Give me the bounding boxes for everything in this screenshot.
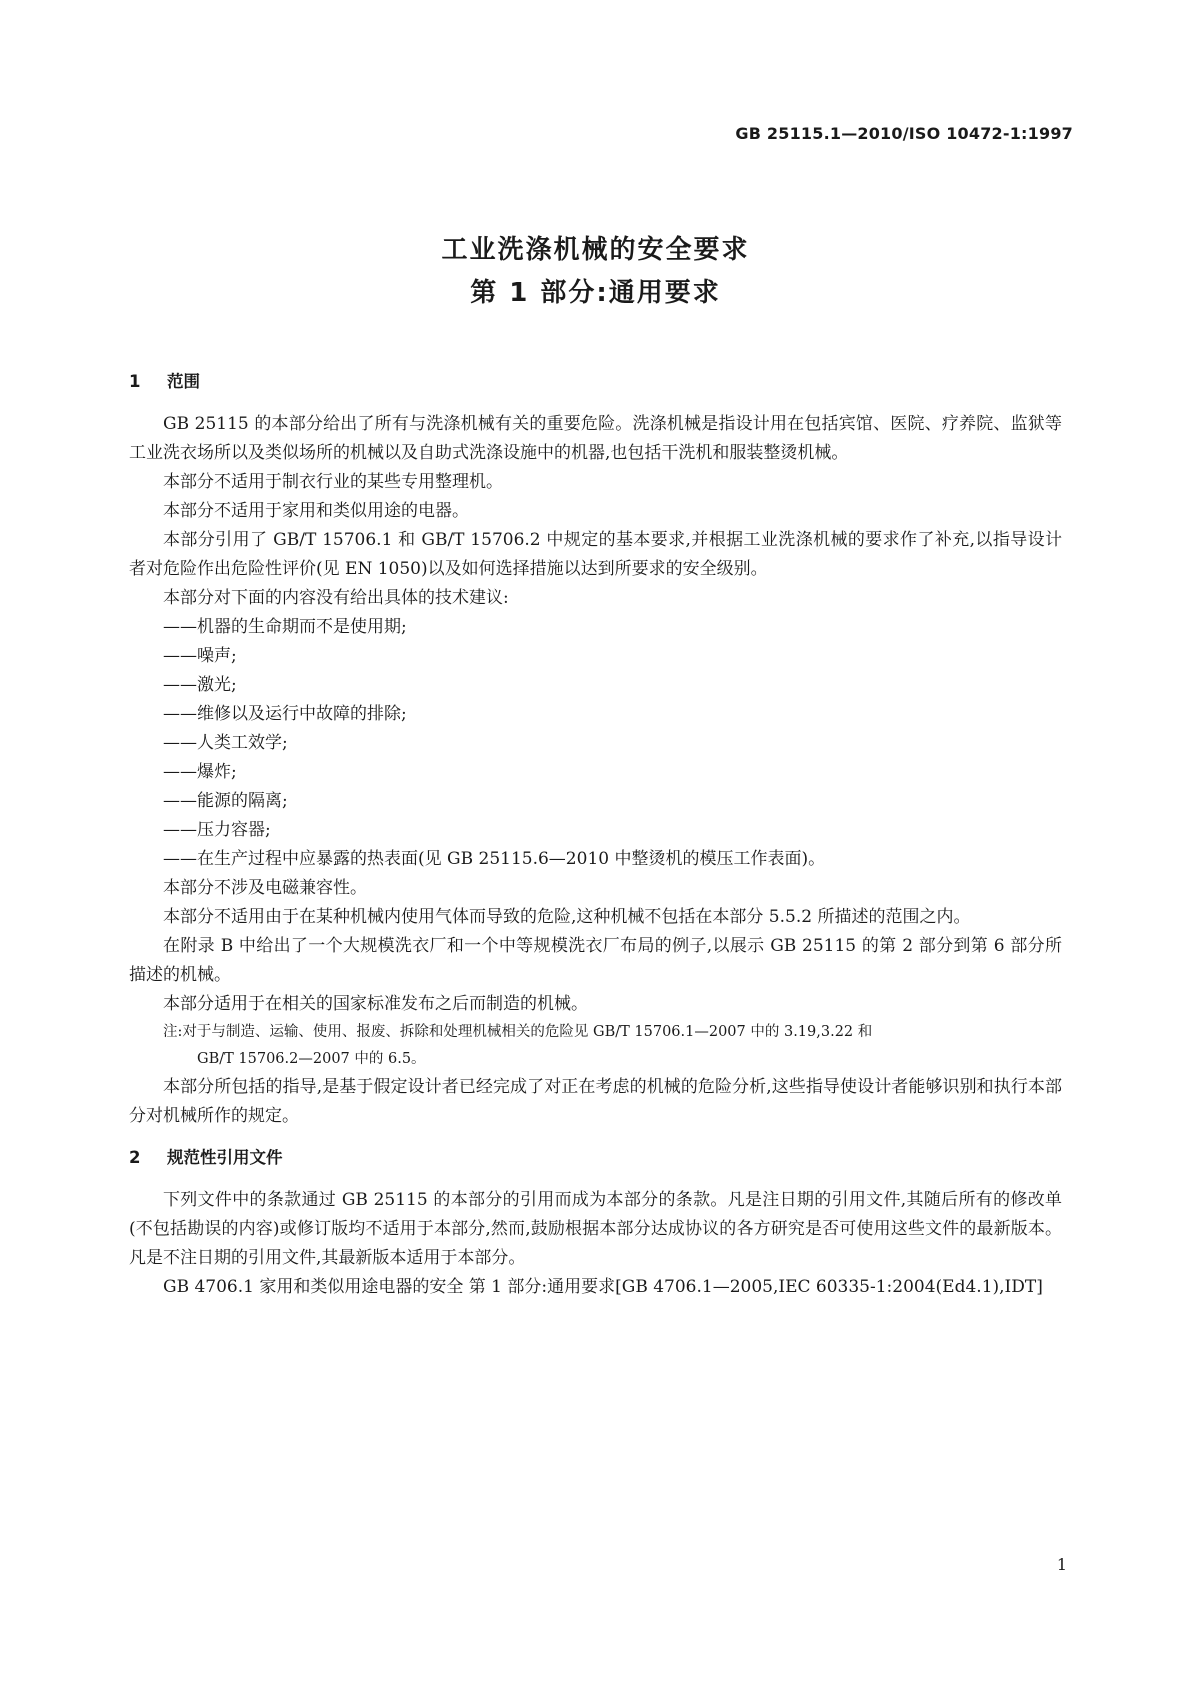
list-item: ——维修以及运行中故障的排除; <box>163 704 407 724</box>
paragraph: 本部分不适用由于在某种机械内使用气体而导致的危险,这种机械不包括在本部分 5.5.2 所描述的范围之内。 <box>163 907 971 927</box>
paragraph: GB 25115 的本部分给出了所有与洗涤机械有关的重要危险。洗涤机械是指设计用在包括宾馆、医院、疗养院、监狱等工业洗衣场所以及类似场所的机械以及自助式洗涤设施中的机器,也包括干洗机和服装整烫机械。 <box>129 414 1062 463</box>
list-item: ——爆炸; <box>163 762 237 782</box>
section-2-heading <box>129 1143 1062 1172</box>
paragraph: 本部分不适用于家用和类似用途的电器。 <box>163 501 469 521</box>
paragraph: 本部分对下面的内容没有给出具体的技术建议: <box>163 588 509 608</box>
list-item: ——机器的生命期而不是使用期; <box>163 617 407 637</box>
section-1-number: 1 <box>129 372 141 391</box>
note-line-2: GB/T 15706.2—2007 中的 6.5。 <box>197 1051 426 1067</box>
paragraph: 本部分不适用于制衣行业的某些专用整理机。 <box>163 472 503 492</box>
section-1-heading <box>129 367 1062 396</box>
note <box>129 1019 1062 1073</box>
list-item: ——噪声; <box>163 646 237 666</box>
list-item: ——能源的隔离; <box>163 791 288 811</box>
document-subtitle: 第 1 部分:通用要求 <box>470 278 721 308</box>
document-title: 工业洗涤机械的安全要求 <box>441 235 750 265</box>
list-item: ——在生产过程中应暴露的热表面(见 GB 25115.6—2010 中整烫机的模压工作表面)。 <box>163 849 826 869</box>
list-item: ——压力容器; <box>163 820 271 840</box>
document-body <box>129 367 1062 1302</box>
paragraph: 本部分适用于在相关的国家标准发布之后而制造的机械。 <box>163 994 588 1014</box>
section-2-title: 规范性引用文件 <box>167 1148 283 1167</box>
paragraph: 本部分引用了 GB/T 15706.1 和 GB/T 15706.2 中规定的基本要求,并根据工业洗涤机械的要求作了补充,以指导设计者对危险作出危险性评价(见 EN 1050)以及如何选择措施以达到所要求的安全级别。 <box>129 530 1062 579</box>
section-1-title: 范围 <box>167 372 200 391</box>
note-line-1: 注:对于与制造、运输、使用、报废、拆除和处理机械相关的危险见 GB/T 15706.1—2007 中的 3.19,3.22 和 <box>163 1024 873 1040</box>
list-item: ——激光; <box>163 675 237 695</box>
list-item: ——人类工效学; <box>163 733 288 753</box>
paragraph: 在附录 B 中给出了一个大规模洗衣厂和一个中等规模洗衣厂布局的例子,以展示 GB 25115 的第 2 部分到第 6 部分所描述的机械。 <box>129 936 1062 985</box>
page-number: 1 <box>1056 1555 1067 1574</box>
paragraph: 下列文件中的条款通过 GB 25115 的本部分的引用而成为本部分的条款。凡是注日期的引用文件,其随后所有的修改单(不包括勘误的内容)或修订版均不适用于本部分,然而,鼓励根据本部分达成协议的各方研究是否可使用这些文件的最新版本。凡是不注日期的引用文件,其最新版本适用于本部分。 <box>129 1190 1062 1268</box>
normative-reference: GB 4706.1 家用和类似用途电器的安全 第 1 部分:通用要求[GB 4706.1—2005,IEC 60335-1:2004(Ed4.1),IDT] <box>163 1277 1043 1297</box>
section-2-number: 2 <box>129 1148 141 1167</box>
paragraph: 本部分不涉及电磁兼容性。 <box>163 878 367 898</box>
paragraph: 本部分所包括的指导,是基于假定设计者已经完成了对正在考虑的机械的危险分析,这些指导使设计者能够识别和执行本部分对机械所作的规定。 <box>129 1077 1062 1126</box>
standard-code-header: GB 25115.1—2010/ISO 10472-1:1997 <box>735 124 1073 143</box>
